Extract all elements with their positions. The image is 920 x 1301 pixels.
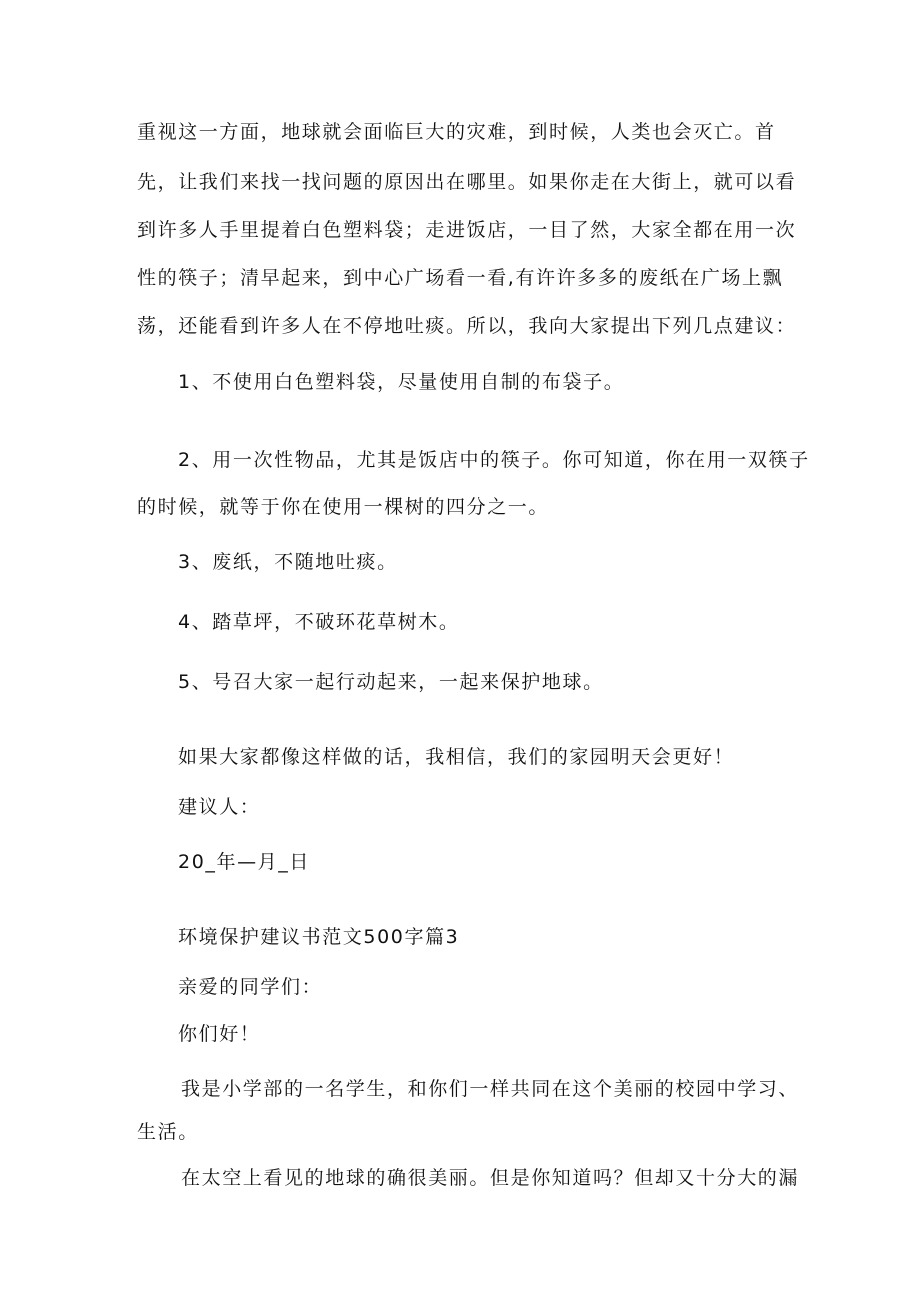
closing-sentence: 如果大家都像这样做的话，我相信，我们的家园明天会更好！ (178, 746, 735, 768)
suggestion-4: 4、踏草坪，不破环花草树木。 (178, 611, 460, 633)
suggestion-3: 3、废纸，不随地吐痰。 (178, 551, 398, 573)
intro-line-continued: 生活。 (137, 1121, 199, 1143)
date-line: 20_年—月_日 (178, 851, 310, 873)
paragraph-line: 性的筷子；清早起来，到中心广场看一看,有许许多多的废纸在广场上飘 (137, 267, 784, 289)
intro-line: 我是小学部的一名学生，和你们一样共同在这个美丽的校园中学习、 (181, 1078, 800, 1100)
suggestion-1: 1、不使用白色塑料袋，尽量使用自制的布袋子。 (178, 371, 625, 393)
proposer-label: 建议人： (178, 796, 261, 818)
paragraph-line: 重视这一方面，地球就会面临巨大的灾难，到时候，人类也会灭亡。首 (137, 121, 776, 143)
hello-line: 你们好！ (178, 1023, 261, 1045)
paragraph-line: 荡，还能看到许多人在不停地吐痰。所以，我向大家提出下列几点建议： (137, 315, 797, 337)
paragraph-line: 先，让我们来找一找问题的原因出在哪里。如果你走在大街上，就可以看 (137, 171, 797, 193)
suggestion-2: 2、用一次性物品，尤其是饭店中的筷子。你可知道，你在用一双筷子 (178, 449, 810, 471)
suggestion-5: 5、号召大家一起行动起来，一起来保护地球。 (178, 671, 604, 693)
suggestion-2-continued: 的时候，就等于你在使用一棵树的四分之一。 (137, 496, 550, 518)
greeting: 亲爱的同学们： (178, 976, 323, 998)
paragraph-line: 到许多人手里提着白色塑料袋；走进饭店，一目了然，大家全都在用一次 (137, 219, 797, 241)
section-title: 环境保护建议书范文500字篇3 (178, 926, 460, 948)
space-line: 在太空上看见的地球的确很美丽。但是你知道吗？但却又十分大的漏 (181, 1167, 800, 1189)
